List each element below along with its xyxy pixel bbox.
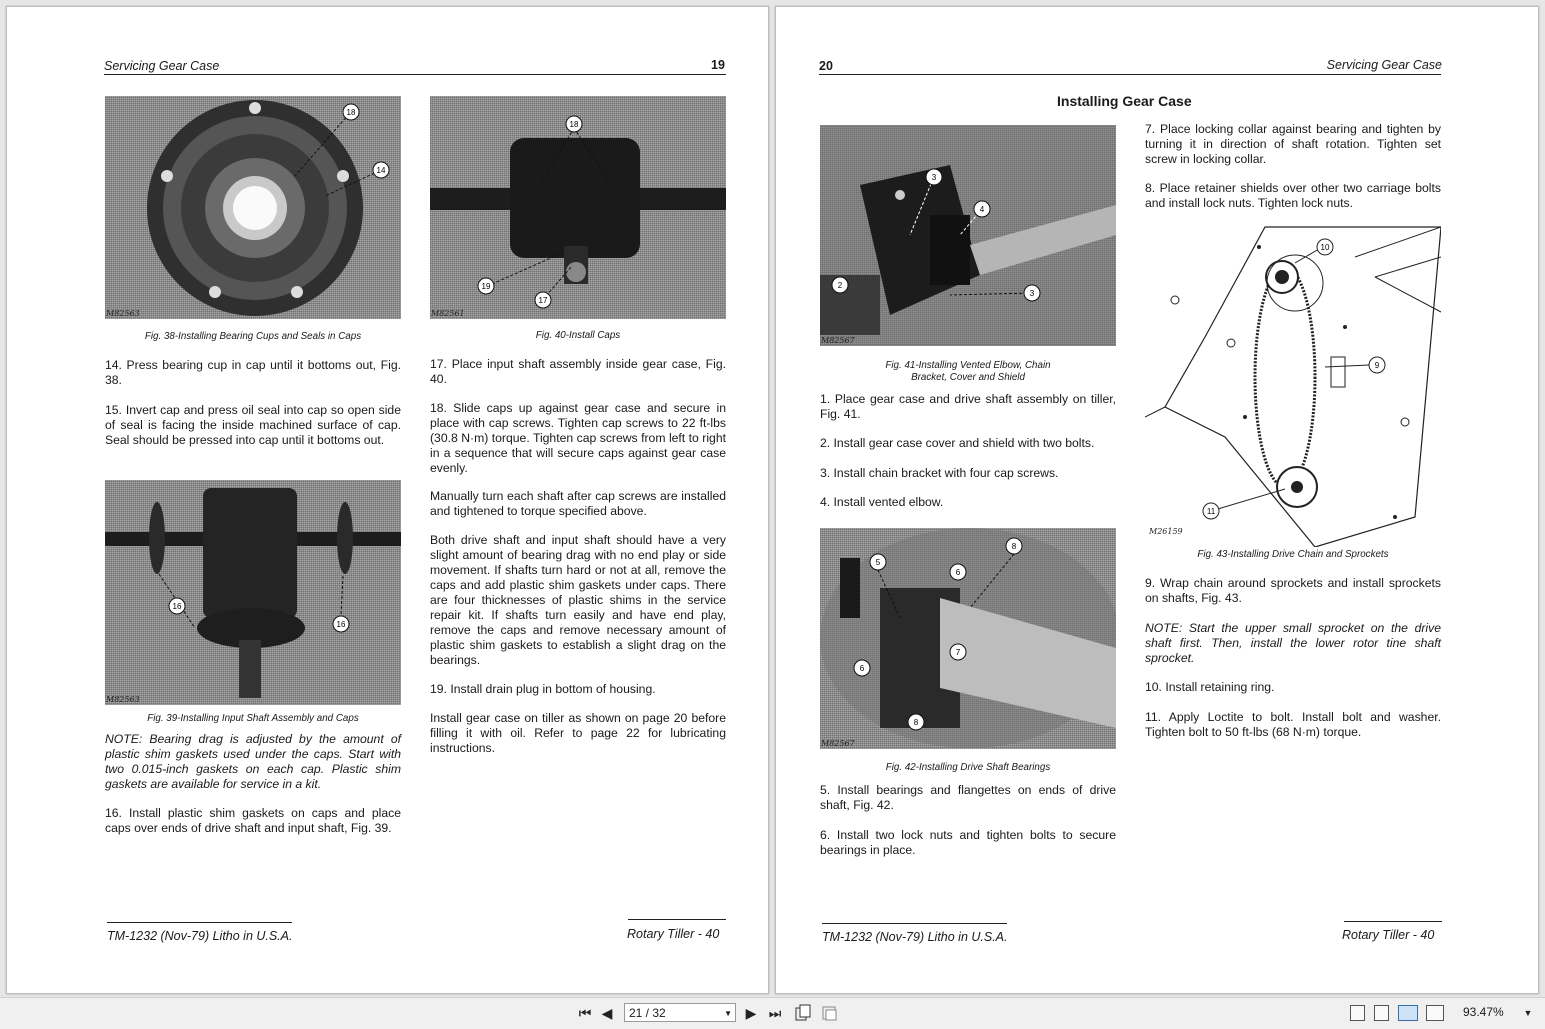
fig40-callout: 18: [569, 120, 579, 129]
fig39-sheet-id: M82563: [106, 695, 140, 704]
fig42-callout: 7: [955, 648, 961, 657]
rotate-icon[interactable]: [794, 1004, 812, 1022]
fig40-callout: 17: [538, 296, 548, 305]
left-header-title: Servicing Gear Case: [104, 59, 220, 73]
step-14: 14. Press bearing cup in cap until it bottoms out, Fig. 38.: [105, 358, 401, 387]
gear-case-caps-illustration: [430, 96, 726, 319]
fig43-callout: 10: [1320, 243, 1330, 252]
fig43-callout: 9: [1374, 361, 1380, 370]
right-header-title: Servicing Gear Case: [1326, 58, 1442, 72]
fig41-callout: 2: [837, 281, 843, 290]
fig40-photo: [430, 96, 726, 319]
fig42-sheet-id: M82567: [821, 739, 855, 748]
right-footer-rule-right: [1344, 921, 1442, 922]
right-footer-doc-id: TM-1232 (Nov-79) Litho in U.S.A.: [822, 930, 1008, 944]
next-page-button[interactable]: ▶: [745, 1005, 757, 1021]
first-page-button[interactable]: ⏮: [578, 1005, 592, 1021]
page-number-field[interactable]: [624, 1003, 736, 1022]
fig39-callout: 16: [336, 620, 346, 629]
right-page-number: 20: [819, 59, 833, 73]
step-15: 15. Invert cap and press oil seal into cap so open side of seal is facing the inside machined surface of cap. Seal should be pressed into cap until it bottoms out.: [105, 403, 401, 447]
left-footer-manual-title: Rotary Tiller - 40: [627, 927, 720, 941]
fig38-photo: [105, 96, 401, 319]
step-6: 6. Install two lock nuts and tighten bolts to secure bearings in place.: [820, 828, 1116, 857]
step-3: 3. Install chain bracket with four cap screws.: [820, 466, 1059, 480]
fig41-caption: [820, 360, 1116, 384]
fig43-callout: 11: [1206, 507, 1216, 516]
step-16: 16. Install plastic shim gaskets on caps and place caps over ends of drive shaft and input shaft, Fig. 39.: [105, 806, 401, 835]
drive-shaft-bearings-illustration: [820, 528, 1116, 749]
continuous-view-icon[interactable]: [1374, 1005, 1389, 1021]
fig42-callout: 5: [875, 558, 881, 567]
fig40-sheet-id: M82561: [431, 309, 465, 318]
step-8: 8. Place retainer shields over other two carriage bolts and install lock nuts. Tighten lock nuts.: [1145, 181, 1441, 210]
continuous-facing-view-icon[interactable]: [1426, 1005, 1444, 1021]
step-10: 10. Install retaining ring.: [1145, 680, 1275, 694]
fig43-drawing: [1145, 217, 1441, 547]
fig43-sheet-id: M26159: [1149, 527, 1183, 536]
left-page: [6, 6, 769, 994]
step-17: 17. Place input shaft assembly inside gear case, Fig. 40.: [430, 357, 726, 386]
left-header-rule: [104, 74, 726, 75]
chevron-down-icon[interactable]: ▼: [724, 1009, 732, 1018]
fig41-callout: 3: [931, 173, 937, 182]
drive-chain-sprockets-diagram: [1145, 217, 1441, 547]
input-shaft-assembly-illustration: [105, 480, 401, 705]
left-footer-rule-right: [628, 919, 726, 920]
fig41-photo: [820, 125, 1116, 346]
fig41-caption-line2: Bracket, Cover and Shield: [911, 372, 1025, 383]
section-title: Installing Gear Case: [1057, 93, 1192, 109]
fig38-callout: 14: [376, 166, 386, 175]
zoom-level[interactable]: 93.47%: [1463, 1005, 1504, 1019]
step-7: 7. Place locking collar against bearing and tighten by turning it in direction of shaft rotation. Tighten set screw in locking collar.: [1145, 122, 1441, 166]
page-number-value: 21 / 32: [629, 1006, 666, 1020]
right-header-rule: [819, 74, 1441, 75]
fig42-callout: 8: [913, 718, 919, 727]
right-footer-manual-title: Rotary Tiller - 40: [1342, 928, 1435, 942]
step-4: 4. Install vented elbow.: [820, 495, 944, 509]
step-19: 19. Install drain plug in bottom of housing.: [430, 682, 656, 696]
facing-pages-view-icon[interactable]: [1398, 1005, 1418, 1021]
fig40-callout: 19: [481, 282, 491, 291]
left-footer-doc-id: TM-1232 (Nov-79) Litho in U.S.A.: [107, 929, 293, 943]
fig42-callout: 6: [955, 568, 961, 577]
fig39-photo: [105, 480, 401, 705]
fig40-caption: Fig. 40-Install Caps: [535, 330, 621, 341]
step-11: 11. Apply Loctite to bolt. Install bolt and washer. Tighten bolt to 50 ft-lbs (68 N·m) torque.: [1145, 710, 1441, 739]
left-footer-rule-left: [107, 922, 292, 923]
zoom-dropdown-icon[interactable]: ▼: [1523, 1008, 1533, 1018]
fig41-caption-line1: Fig. 41-Installing Vented Elbow, Chain: [885, 360, 1051, 371]
fig42-callout: 6: [859, 664, 865, 673]
note-sprocket-order: NOTE: Start the upper small sprocket on the drive shaft first. Then, install the lower rotor tine shaft sprocket.: [1145, 621, 1441, 665]
left-page-number: 19: [711, 58, 725, 72]
viewer-toolbar: [0, 997, 1545, 1029]
step-9: 9. Wrap chain around sprockets and install sprockets on shafts, Fig. 43.: [1145, 576, 1441, 605]
note-bearing-drag: NOTE: Bearing drag is adjusted by the amount of plastic shim gaskets used under the caps. Start with two 0.015-inch gaskets on each cap. Plastic shim gaskets are available for service in a kit.: [105, 732, 401, 791]
right-footer-rule-left: [822, 923, 1007, 924]
fig38-sheet-id: M82563: [106, 309, 140, 318]
fig42-callout: 8: [1011, 542, 1017, 551]
bearing-cap-illustration: [105, 96, 401, 319]
previous-page-button[interactable]: ◀: [601, 1005, 613, 1021]
right-page: [775, 6, 1539, 994]
bearing-drag-paragraph: Both drive shaft and input shaft should have a very slight amount of bearing drag with no end play or side movement. If shafts turn hard or not at all, remove the caps and add plastic shim gaskets under caps. There are four thicknesses of plastic shims in the service repair kit. If shafts turn easily and have end play, remove the caps and remove necessary amount of plastic shim gaskets to establish a slight drag on the bearings.: [430, 533, 726, 667]
step-5: 5. Install bearings and flangettes on ends of drive shaft, Fig. 42.: [820, 783, 1116, 812]
step-2: 2. Install gear case cover and shield with two bolts.: [820, 436, 1095, 450]
install-gear-case-paragraph: Install gear case on tiller as shown on page 20 before filling it with oil. Refer to page 22 for lubricating instructions.: [430, 711, 726, 755]
fig38-caption: Fig. 38-Installing Bearing Cups and Seals in Caps: [144, 331, 362, 342]
fig41-sheet-id: M82567: [821, 336, 855, 345]
fig41-callout: 4: [979, 205, 985, 214]
fit-page-icon[interactable]: [820, 1004, 838, 1022]
step-18: 18. Slide caps up against gear case and secure in place with cap screws. Tighten cap screws to 22 ft-lbs (30.8 N·m) torque. Tighten cap screws from left to right in a sequence that will secure caps against gear case evenly.: [430, 401, 726, 475]
manual-turn-paragraph: Manually turn each shaft after cap screws are installed and tightened to torque specified above.: [430, 489, 726, 518]
last-page-button[interactable]: ⏭: [768, 1005, 782, 1021]
fig43-caption: Fig. 43-Installing Drive Chain and Sprockets: [1197, 549, 1389, 560]
fig39-callout: 16: [172, 602, 182, 611]
step-1: 1. Place gear case and drive shaft assembly on tiller, Fig. 41.: [820, 392, 1116, 421]
fig42-caption: Fig. 42-Installing Drive Shaft Bearings: [885, 762, 1051, 773]
fig38-callout: 18: [346, 108, 356, 117]
vented-elbow-illustration: [820, 125, 1116, 346]
fig42-photo: [820, 528, 1116, 749]
fig39-caption: Fig. 39-Installing Input Shaft Assembly and Caps: [147, 713, 359, 724]
fig41-callout: 3: [1029, 289, 1035, 298]
single-page-view-icon[interactable]: [1350, 1005, 1365, 1021]
